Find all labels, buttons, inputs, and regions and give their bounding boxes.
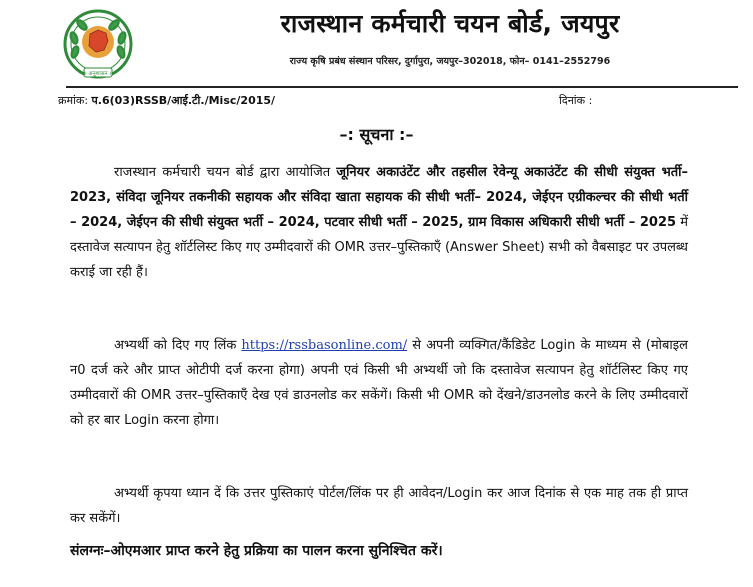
notice-heading: –: सूचना :– <box>339 125 414 144</box>
paragraph-2-after: से अपनी व्यक्गित/कैंडिडेट Login के माध्यम से (मोबाइल न0 दर्ज करे और प्राप्त ओटीपी दर्ज करना होगा) अपनी एवं किसी भी अभ्यर्थी जो कि दस्तावेज सत्यापन हेतु शॉर्टलिस्ट किए गए उम्मीदवारों की OMR उत्तर–पुस्तिकाएँ देख एवं डाउनलोड कर सकेंगें। किसी भी OMR को देंखने/डाउनलोड करने के लिए उम्मीदवारों को हर बार Login करना होगा। <box>70 338 688 428</box>
rssb-logo-icon <box>62 8 134 84</box>
paragraph-1-intro: राजस्थान कर्मचारी चयन बोर्ड द्वारा आयोजित <box>114 165 331 180</box>
paragraph-2-before: अभ्यर्थी को दिए गए लिंक <box>114 338 237 353</box>
rssb-portal-link[interactable]: https://rssbasonline.com/ <box>241 338 408 353</box>
paragraph-3-text: अभ्यर्थी कृपया ध्यान दें कि उत्तर पुस्तिकाएं पोर्टल/लिंक पर ही आवेदन/Login कर आज दिनांक से एक माह तक ही प्राप्त कर सकेंगें। <box>70 486 688 526</box>
organization-address: राज्य कृषि प्रबंध संस्थान परिसर, दुर्गापुरा, जयपुर–302018, फोन– 0141–2552796 <box>289 56 611 67</box>
paragraph-1-rest: में दस्तावेज सत्यापन हेतु शॉर्टलिस्ट किए गए उम्मीदवारों की OMR उत्तर–पुस्तिकाएँ (Answer Sheet) सभी को वैबसाइट पर उपलब्ध कराई जा रही हैं। <box>70 215 689 280</box>
date-label: दिनांक : <box>559 94 593 107</box>
organization-title: राजस्थान कर्मचारी चयन बोर्ड, जयपुर <box>280 9 620 38</box>
header-divider <box>66 86 738 88</box>
logo-ring-text: ॥ अनुशासन ॥ <box>83 71 113 77</box>
reference-label: क्रमांक: <box>58 94 89 107</box>
notice-paragraph-3 <box>70 481 688 531</box>
reference-line <box>58 93 275 108</box>
notice-paragraph-2 <box>70 333 688 433</box>
reference-number: प.6(03)RSSB/आई.टी./Misc/2015/ <box>91 94 276 107</box>
paragraph-1-exams: जूनियर अकाउंटेंट और तहसील रेवेन्यू अकाउंटेंट की सीधी संयुक्त भर्ती– 2023, संविदा जूनियर तकनीकी सहायक और संविदा खाता सहायक की सीधी भर्ती– 2024, जेईएन एग्रीकल्चर की सीधी भर्ती – 2024, जेईएन की सीधी संयुक्त भर्ती – 2024, पटवार सीधी भर्ती – 2025, ग्राम विकास अधिकारी सीधी भर्ती – 2025 <box>70 165 689 230</box>
enclosure-note: संलग्नः–ओएमआर प्राप्त करने हेतु प्रक्रिया का पालन करना सुनिश्चित करें। <box>70 543 443 559</box>
notice-paragraph-1 <box>70 160 688 285</box>
